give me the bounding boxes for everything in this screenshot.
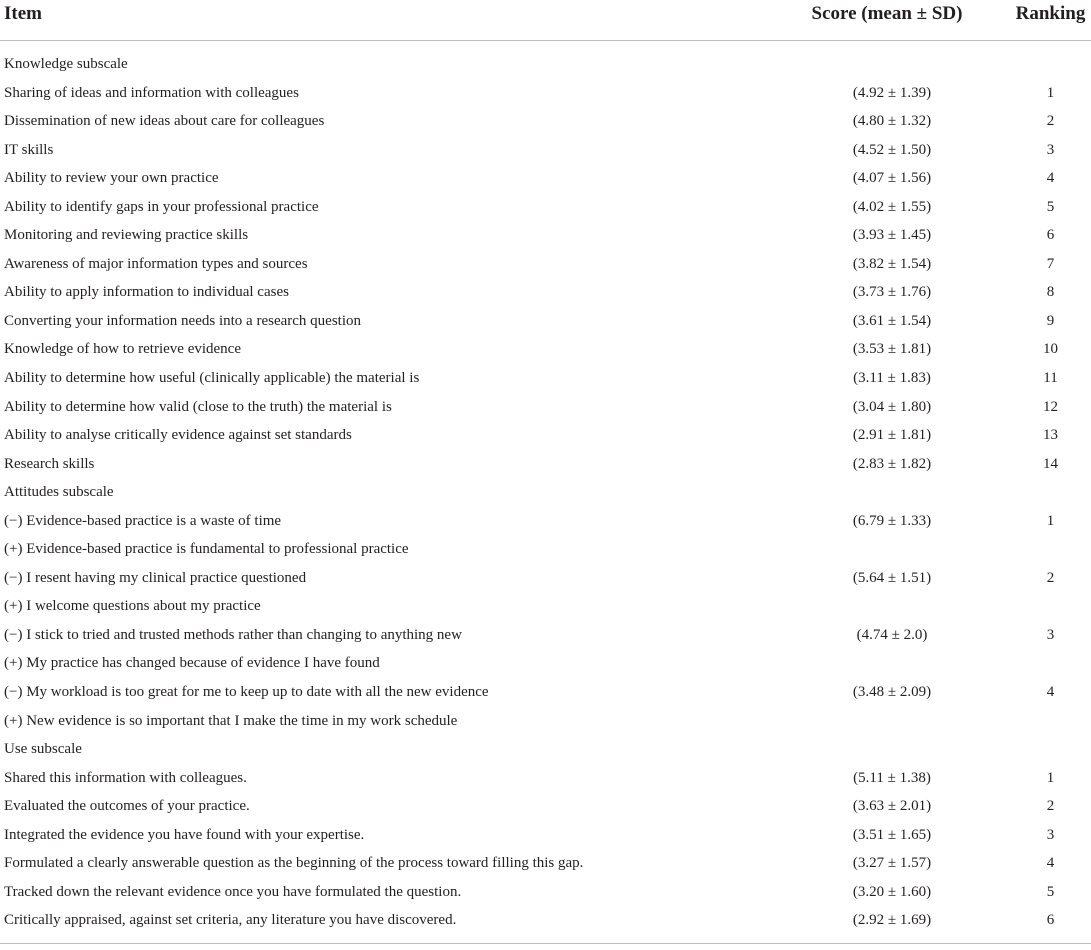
row-ranking: 9 [1046,312,1055,329]
table-row [0,221,1091,250]
row-score: (3.20 ± 1.60) [852,883,932,900]
table-row [0,364,1091,393]
row-score: (2.91 ± 1.81) [852,427,932,444]
header-item: Item [4,3,42,24]
row-item: (+) New evidence is so important that I make the time in my work schedule [4,712,458,729]
row-item: Awareness of major information types and sources [4,255,308,272]
row-score: (5.64 ± 1.51) [852,569,932,586]
header-score: Score (mean ± SD) [811,3,963,24]
table-row [0,107,1091,136]
row-ranking: 1 [1046,84,1055,101]
row-ranking: 2 [1046,113,1055,130]
row-score: (5.11 ± 1.38) [853,769,931,786]
row-item: Converting your information needs into a research question [4,312,361,329]
row-ranking: 8 [1046,284,1055,301]
row-item: Use subscale [4,741,82,758]
row-item: Critically appraised, against set criteria, any literature you have discovered. [4,912,457,929]
row-item: IT skills [4,141,54,158]
table-row [0,592,1091,621]
table-row [0,735,1091,764]
row-item: Knowledge subscale [4,56,128,72]
table-row [0,849,1091,878]
bottom-rule [0,943,1091,944]
table-row [0,621,1091,650]
row-score: (3.53 ± 1.81) [852,341,932,358]
table-row [0,79,1091,108]
row-score: (3.93 ± 1.45) [852,227,932,244]
table-row [0,164,1091,193]
row-item: Sharing of ideas and information with colleagues [4,84,299,101]
row-item: Ability to apply information to individual cases [4,284,289,301]
row-item: (+) My practice has changed because of evidence I have found [4,655,380,672]
row-score: (4.52 ± 1.50) [852,141,932,158]
row-ranking: 1 [1046,512,1055,529]
row-item: Tracked down the relevant evidence once you have formulated the question. [4,883,462,900]
row-score: (4.02 ± 1.55) [852,198,932,215]
row-score: (4.80 ± 1.32) [852,113,932,130]
row-item: Research skills [4,455,95,472]
row-item: Ability to identify gaps in your professional practice [4,198,319,215]
row-ranking: 6 [1046,227,1055,244]
row-item: (−) I stick to tried and trusted methods rather than changing to anything new [4,626,462,643]
row-item: (+) Evidence-based practice is fundamental to professional practice [4,541,409,558]
table-row [0,649,1091,678]
table-row [0,478,1091,507]
row-item: Ability to review your own practice [4,170,219,187]
row-item: Ability to analyse critically evidence against set standards [4,427,352,444]
row-item: Knowledge of how to retrieve evidence [4,341,241,358]
row-ranking: 4 [1046,170,1055,187]
table-row [0,136,1091,165]
row-ranking: 1 [1046,769,1055,786]
row-ranking: 7 [1046,255,1055,272]
table-row [0,564,1091,593]
row-score: (2.83 ± 1.82) [852,455,932,472]
row-score: (6.79 ± 1.33) [852,512,932,529]
table-row [0,678,1091,707]
row-item: Attitudes subscale [4,484,114,501]
row-ranking: 6 [1046,912,1055,929]
row-ranking: 10 [1043,341,1058,358]
row-ranking: 4 [1046,684,1055,701]
row-score: (3.63 ± 2.01) [852,798,932,815]
table-row [0,821,1091,850]
table-row [0,878,1091,907]
row-score: (3.73 ± 1.76) [852,284,932,301]
row-ranking: 13 [1043,427,1058,444]
table-row [0,764,1091,793]
row-item: Shared this information with colleagues. [4,769,247,786]
table-row [0,450,1091,479]
row-ranking: 3 [1046,826,1055,843]
row-score: (3.51 ± 1.65) [852,826,932,843]
row-ranking: 14 [1043,455,1058,472]
row-score: (3.27 ± 1.57) [852,855,932,872]
row-item: (−) My workload is too great for me to keep up to date with all the new evidence [4,684,489,701]
row-item: Ability to determine how useful (clinically applicable) the material is [4,370,420,387]
row-score: (4.07 ± 1.56) [852,170,932,187]
row-score: (2.92 ± 1.69) [852,912,932,929]
row-ranking: 11 [1043,370,1058,387]
table-row [0,507,1091,536]
table-row [0,193,1091,222]
table-row [0,250,1091,279]
row-score: (3.11 ± 1.83) [853,370,931,387]
table-row [0,906,1091,935]
row-score: (3.04 ± 1.80) [852,398,932,415]
table-row [0,307,1091,336]
row-item: Formulated a clearly answerable question as the beginning of the process toward filling this gap. [4,855,584,872]
row-item: Evaluated the outcomes of your practice. [4,798,250,815]
row-item: (+) I welcome questions about my practice [4,598,261,615]
table-row [0,535,1091,564]
table-row [0,393,1091,422]
row-item: Integrated the evidence you have found with your expertise. [4,826,365,843]
table-row [0,335,1091,364]
row-ranking: 4 [1046,855,1055,872]
table-body [0,50,1091,935]
row-ranking: 12 [1043,398,1058,415]
row-score: (3.82 ± 1.54) [852,255,932,272]
row-item: (−) Evidence-based practice is a waste of time [4,512,282,529]
header-ranking: Ranking [1015,3,1086,24]
table-row [0,278,1091,307]
row-item: Monitoring and reviewing practice skills [4,227,249,244]
table-row [0,707,1091,736]
table-row [0,792,1091,821]
row-ranking: 2 [1046,569,1055,586]
row-ranking: 2 [1046,798,1055,815]
row-item: Ability to determine how valid (close to the truth) the material is [4,398,392,415]
row-score: (4.92 ± 1.39) [852,84,932,101]
row-score: (3.61 ± 1.54) [852,312,932,329]
table-row [0,50,1091,79]
row-ranking: 3 [1046,626,1055,643]
row-ranking: 5 [1046,198,1055,215]
row-item: (−) I resent having my clinical practice questioned [4,569,307,586]
row-item: Dissemination of new ideas about care for colleagues [4,113,325,130]
table-header [0,0,1091,41]
row-ranking: 3 [1046,141,1055,158]
row-score: (3.48 ± 2.09) [852,684,932,701]
row-ranking: 5 [1046,883,1055,900]
row-score: (4.74 ± 2.0) [856,626,928,643]
table-row [0,421,1091,450]
